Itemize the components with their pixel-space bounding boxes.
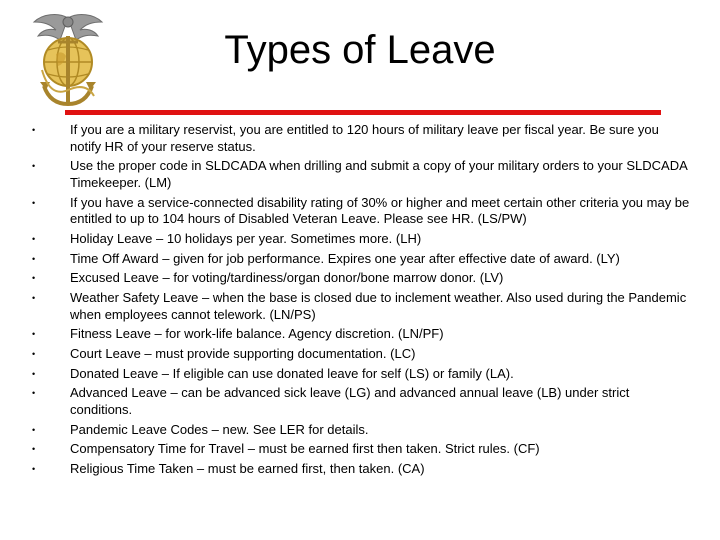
list-item-text: Weather Safety Leave – when the base is closed due to inclement weather. Also used during the Pandemic when employees cannot telework. (LN/PS) [70, 289, 687, 322]
list-item [32, 326, 692, 343]
bullet-icon: • [32, 197, 36, 208]
list-item [32, 195, 692, 228]
bullet-icon: • [32, 125, 36, 135]
list-item-text: Excused Leave – for voting/tardiness/organ donor/bone marrow donor. (LV) [70, 270, 504, 286]
list-item-text: Advanced Leave – can be advanced sick leave (LG) and advanced annual leave (LB) under strict conditions. [70, 385, 630, 417]
list-item [32, 422, 692, 439]
list-item-text: Donated Leave – If eligible can use donated leave for self (LS) or family (LA). [70, 365, 514, 381]
bullet-icon: • [32, 329, 36, 340]
list-item [32, 158, 692, 191]
list-item-text: Time Off Award – given for job performance. Expires one year after effective date of award. (LY) [70, 250, 620, 266]
list-item-text: Compensatory Time for Travel – must be earned first then taken. Strict rules. (CF) [70, 441, 540, 457]
list-item-text: Religious Time Taken – must be earned first, then taken. (CA) [70, 460, 425, 476]
list-item [32, 366, 692, 383]
list-item-text: Holiday Leave – 10 holidays per year. Sometimes more. (LH) [70, 230, 422, 246]
list-item [32, 290, 692, 323]
list-item [32, 231, 692, 248]
list-item [32, 441, 692, 458]
bullet-icon: • [32, 161, 36, 172]
bullet-icon: • [32, 424, 36, 435]
list-item [32, 346, 692, 363]
list-item-text: If you are a military reservist, you are entitled to 120 hours of military leave per fiscal year. Be sure you notify HR of your reserve status. [70, 122, 659, 154]
bullet-icon: • [32, 388, 36, 399]
list-item [32, 461, 692, 478]
bullet-icon: • [32, 463, 36, 474]
bullet-icon: • [32, 368, 36, 379]
list-item-text: Fitness Leave – for work-life balance. Agency discretion. (LN/PF) [70, 326, 444, 342]
bullet-icon: • [32, 253, 36, 264]
list-item [32, 251, 692, 268]
list-item-text: Court Leave – must provide supporting documentation. (LC) [70, 345, 416, 361]
slide-title: Types of Leave [224, 28, 496, 72]
bullet-icon: • [32, 444, 36, 455]
bullet-icon: • [32, 273, 36, 284]
bullet-icon: • [32, 233, 36, 244]
list-item-text: If you have a service-connected disability rating of 30% or higher and meet certain other criteria you may be entitled to up to 104 hours of Disabled Veteran Leave. Please see HR. (LS/PW) [70, 194, 690, 227]
list-item-text: Pandemic Leave Codes – new. See LER for details. [70, 421, 369, 437]
list-item [32, 270, 692, 287]
bullet-icon: • [32, 292, 36, 303]
list-item [32, 385, 692, 418]
leave-types-list [32, 122, 692, 481]
list-item [32, 122, 692, 155]
bullet-icon: • [32, 348, 36, 359]
list-item-text: Use the proper code in SLDCADA when drilling and submit a copy of your military orders to your SLDCADA Timekeeper. (LM) [70, 158, 688, 190]
title-divider [65, 110, 661, 115]
